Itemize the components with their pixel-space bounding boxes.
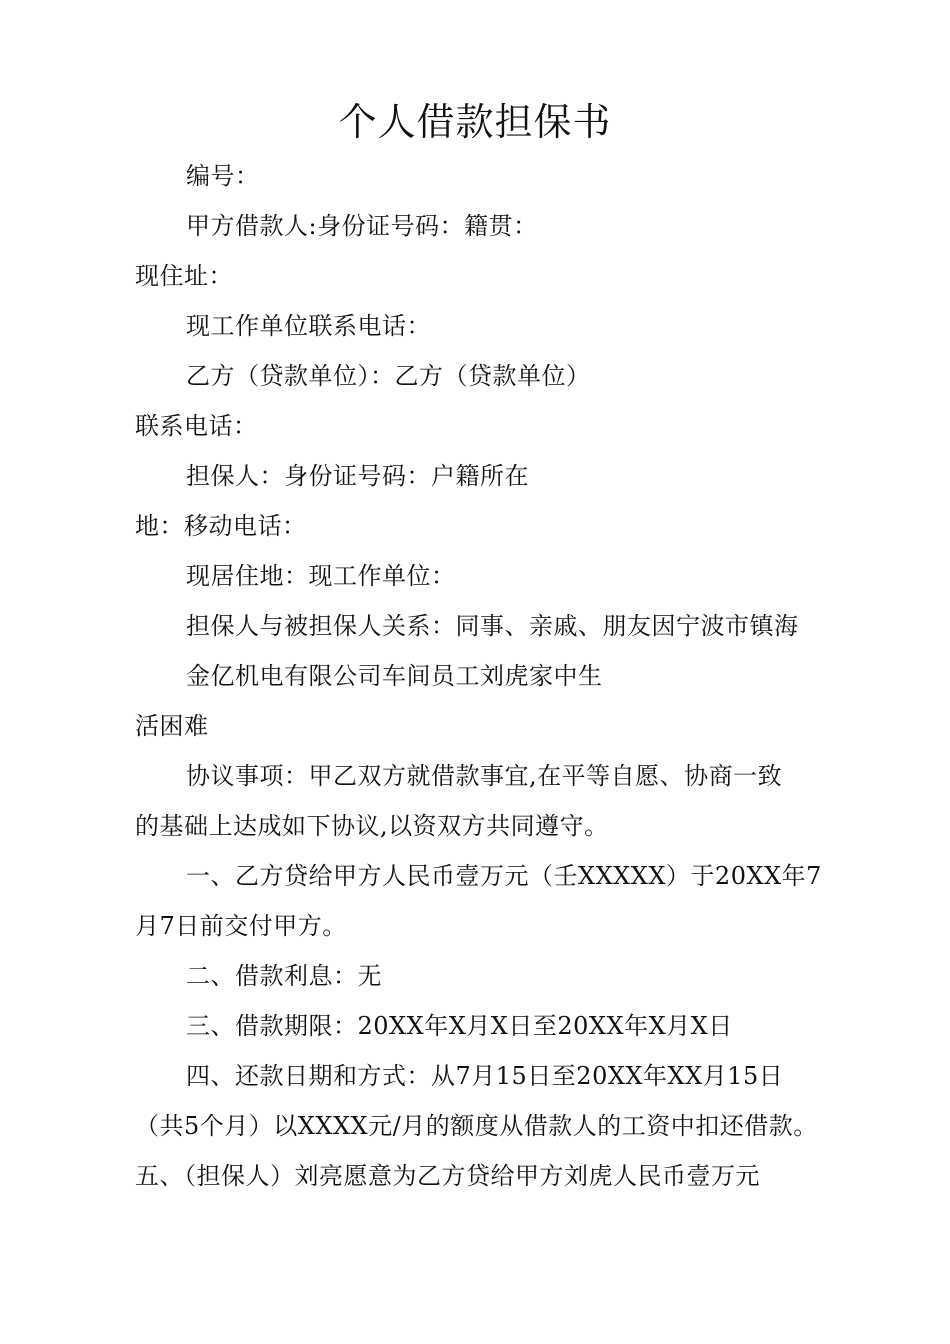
doc-line-relation-cont: 金亿机电有限公司车间员工刘虎家中生 xyxy=(186,662,603,690)
doc-line-clause-4: 四、还款日期和方式：从7月15日至20XX年XX月15日 xyxy=(186,1062,784,1090)
doc-line-relation-end: 活困难 xyxy=(135,712,209,740)
document-title: 个人借款担保书 xyxy=(338,100,612,144)
doc-line-number: 编号： xyxy=(186,162,260,190)
doc-line-clause-5: 五、（担保人）刘亮愿意为乙方贷给甲方刘虎人民币壹万元 xyxy=(135,1162,760,1190)
doc-line-clause-4-cont: （共5个月）以XXXX元/月的额度从借款人的工资中扣还借款。 xyxy=(135,1112,818,1140)
doc-line-clause-1: 一、乙方贷给甲方人民币壹万元（壬XXXXX）于20XX年7 xyxy=(186,862,822,890)
doc-line-party-b: 乙方（贷款单位）：乙方（贷款单位） xyxy=(186,362,591,390)
doc-line-work-phone: 现工作单位联系电话： xyxy=(186,312,431,340)
doc-line-guarantor: 担保人：身份证号码：户籍所在 xyxy=(186,462,529,490)
doc-line-clause-3: 三、借款期限：20XX年X月X日至20XX年X月X日 xyxy=(186,1012,733,1040)
doc-line-contact-phone: 联系电话： xyxy=(135,412,258,440)
doc-line-clause-1-cont: 月7日前交付甲方。 xyxy=(135,912,347,940)
doc-line-agreement-cont: 的基础上达成如下协议,以资双方共同遵守。 xyxy=(135,812,609,840)
doc-line-mobile: 地：移动电话： xyxy=(135,512,307,540)
doc-line-relation: 担保人与被担保人关系：同事、亲戚、朋友因宁波市镇海 xyxy=(186,612,799,640)
doc-line-agreement: 协议事项：甲乙双方就借款事宜,在平等自愿、协商一致 xyxy=(186,762,783,790)
doc-line-clause-2: 二、借款利息：无 xyxy=(186,962,382,990)
doc-line-party-a: 甲方借款人:身份证号码：籍贯： xyxy=(186,212,538,240)
doc-line-residence: 现居住地：现工作单位： xyxy=(186,562,456,590)
doc-line-address: 现住址： xyxy=(135,262,233,290)
